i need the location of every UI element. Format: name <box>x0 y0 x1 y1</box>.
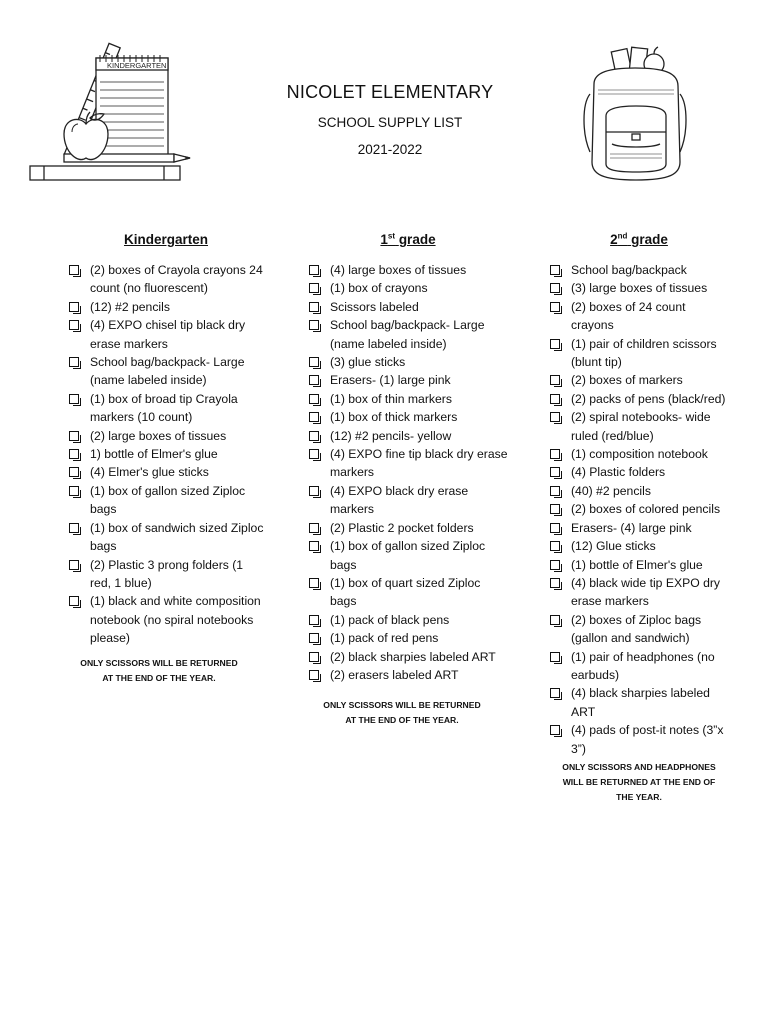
list-item: (2) large boxes of tissues <box>68 427 264 445</box>
list-item: (4) EXPO fine tip black dry erase markers <box>308 445 508 482</box>
list-item: (1) black and white composition notebook (no spiral notebooks please) <box>68 592 264 647</box>
list-item: (1) bottle of Elmer's glue <box>549 556 729 574</box>
checkbox-icon <box>69 431 79 441</box>
list-item: (1) box of sandwich sized Ziploc bags <box>68 519 264 556</box>
list-item: (1) box of gallon sized Ziploc bags <box>68 482 264 519</box>
checkbox-icon <box>550 412 560 422</box>
checkbox-icon <box>69 486 79 496</box>
first-grade-column <box>308 231 508 728</box>
checkbox-icon <box>309 652 319 662</box>
list-item: School bag/backpack- Large (name labeled inside) <box>68 353 264 390</box>
checkbox-icon <box>550 449 560 459</box>
list-item: (1) box of thin markers <box>308 390 508 408</box>
checkbox-icon <box>550 560 560 570</box>
list-item: (2) Plastic 3 prong folders (1 red, 1 blue) <box>68 556 264 593</box>
list-item: (4) black sharpies labeled ART <box>549 684 729 721</box>
list-item: (40) #2 pencils <box>549 482 729 500</box>
checkbox-icon <box>309 412 319 422</box>
svg-text:KINDERGARTEN: KINDERGARTEN <box>107 61 167 70</box>
checkbox-icon <box>309 283 319 293</box>
list-item: (2) boxes of Crayola crayons 24 count (no fluorescent) <box>68 261 264 298</box>
checkbox-icon <box>309 633 319 643</box>
backpack-icon <box>580 44 690 184</box>
list-item: (2) erasers labeled ART <box>308 666 508 684</box>
list-item: (4) black wide tip EXPO dry erase markers <box>549 574 729 611</box>
checkbox-icon <box>550 467 560 477</box>
checkbox-icon <box>309 320 319 330</box>
list-item: (1) box of gallon sized Ziploc bags <box>308 537 508 574</box>
checkbox-icon <box>309 670 319 680</box>
list-item: (12) Glue sticks <box>549 537 729 555</box>
kindergarten-return-note: ONLY SCISSORS WILL BE RETURNED AT THE END OF THE YEAR. <box>80 657 238 683</box>
second-grade-heading: 2nd grade <box>610 231 668 247</box>
list-item: (4) large boxes of tissues <box>308 261 508 279</box>
second-grade-list <box>549 261 729 758</box>
checkbox-icon <box>309 265 319 275</box>
checkbox-icon <box>550 541 560 551</box>
checkbox-icon <box>309 523 319 533</box>
list-item: (12) #2 pencils <box>68 298 264 316</box>
checkbox-icon <box>69 265 79 275</box>
checkbox-icon <box>550 615 560 625</box>
list-item: (12) #2 pencils- yellow <box>308 427 508 445</box>
checkbox-icon <box>550 688 560 698</box>
checkbox-icon <box>309 375 319 385</box>
checkbox-icon <box>69 596 79 606</box>
checkbox-icon <box>550 578 560 588</box>
kindergarten-column <box>68 231 264 686</box>
list-item: (4) Elmer's glue sticks <box>68 463 264 481</box>
list-item: (1) box of broad tip Crayola markers (10 count) <box>68 390 264 427</box>
checkbox-icon <box>309 357 319 367</box>
checkbox-icon <box>69 560 79 570</box>
list-item: Erasers- (4) large pink <box>549 519 729 537</box>
list-item: (1) pack of black pens <box>308 611 508 629</box>
list-item: (1) box of crayons <box>308 279 508 297</box>
document-header <box>0 0 770 200</box>
list-item: (2) boxes of 24 count crayons <box>549 298 729 335</box>
list-item: (1) pair of headphones (no earbuds) <box>549 648 729 685</box>
kindergarten-heading: Kindergarten <box>123 232 208 247</box>
list-item: School bag/backpack- Large (name labeled inside) <box>308 316 508 353</box>
checkbox-icon <box>550 486 560 496</box>
second-grade-column <box>549 231 729 805</box>
list-item: (2) boxes of colored pencils <box>549 500 729 518</box>
checkbox-icon <box>69 523 79 533</box>
notepad-apple-pencil-icon <box>24 42 204 192</box>
checkbox-icon <box>550 375 560 385</box>
checkbox-icon <box>550 523 560 533</box>
checkbox-icon <box>69 320 79 330</box>
checkbox-icon <box>69 467 79 477</box>
checkbox-icon <box>69 394 79 404</box>
list-item: (2) Plastic 2 pocket folders <box>308 519 508 537</box>
list-item: 1) bottle of Elmer's glue <box>68 445 264 463</box>
checkbox-icon <box>309 615 319 625</box>
title-block <box>230 82 550 157</box>
list-item: (2) boxes of Ziploc bags (gallon and sandwich) <box>549 611 729 648</box>
checkbox-icon <box>69 357 79 367</box>
list-item: (1) composition notebook <box>549 445 729 463</box>
list-item: (3) large boxes of tissues <box>549 279 729 297</box>
checkbox-icon <box>69 302 79 312</box>
checkbox-icon <box>309 394 319 404</box>
checkbox-icon <box>309 578 319 588</box>
checkbox-icon <box>550 725 560 735</box>
first-grade-heading: 1st grade <box>380 231 436 247</box>
list-item: Erasers- (1) large pink <box>308 371 508 389</box>
list-item: (1) pack of red pens <box>308 629 508 647</box>
checkbox-icon <box>550 302 560 312</box>
checkbox-icon <box>550 339 560 349</box>
list-item: (2) spiral notebooks- wide ruled (red/blue) <box>549 408 729 445</box>
list-item: (4) EXPO chisel tip black dry erase markers <box>68 316 264 353</box>
list-title: SCHOOL SUPPLY LIST <box>317 115 463 130</box>
checkbox-icon <box>550 504 560 514</box>
list-item: (2) boxes of markers <box>549 371 729 389</box>
checkbox-icon <box>550 394 560 404</box>
list-item: (1) box of quart sized Ziploc bags <box>308 574 508 611</box>
list-item: Scissors labeled <box>308 298 508 316</box>
checkbox-icon <box>309 541 319 551</box>
checkbox-icon <box>309 302 319 312</box>
list-item: School bag/backpack <box>549 261 729 279</box>
list-item: (1) box of thick markers <box>308 408 508 426</box>
second-grade-return-note: ONLY SCISSORS AND HEADPHONES WILL BE RETURNED AT THE END OF THE YEAR. <box>562 761 716 802</box>
first-grade-return-note: ONLY SCISSORS WILL BE RETURNED AT THE END OF THE YEAR. <box>323 700 481 726</box>
list-item: (4) EXPO black dry erase markers <box>308 482 508 519</box>
checkbox-icon <box>550 283 560 293</box>
kindergarten-list <box>68 261 264 648</box>
checkbox-icon <box>309 431 319 441</box>
list-item: (3) glue sticks <box>308 353 508 371</box>
first-grade-list <box>308 261 508 684</box>
checkbox-icon <box>550 265 560 275</box>
checkbox-icon <box>309 449 319 459</box>
checkbox-icon <box>69 449 79 459</box>
school-year: 2021-2022 <box>357 142 423 157</box>
checkbox-icon <box>309 486 319 496</box>
list-item: (2) packs of pens (black/red) <box>549 390 729 408</box>
school-name: NICOLET ELEMENTARY <box>286 82 494 102</box>
list-item: (4) pads of post-it notes (3”x 3”) <box>549 721 729 758</box>
list-item: (4) Plastic folders <box>549 463 729 481</box>
list-item: (2) black sharpies labeled ART <box>308 648 508 666</box>
checkbox-icon <box>550 652 560 662</box>
list-item: (1) pair of children scissors (blunt tip) <box>549 335 729 372</box>
